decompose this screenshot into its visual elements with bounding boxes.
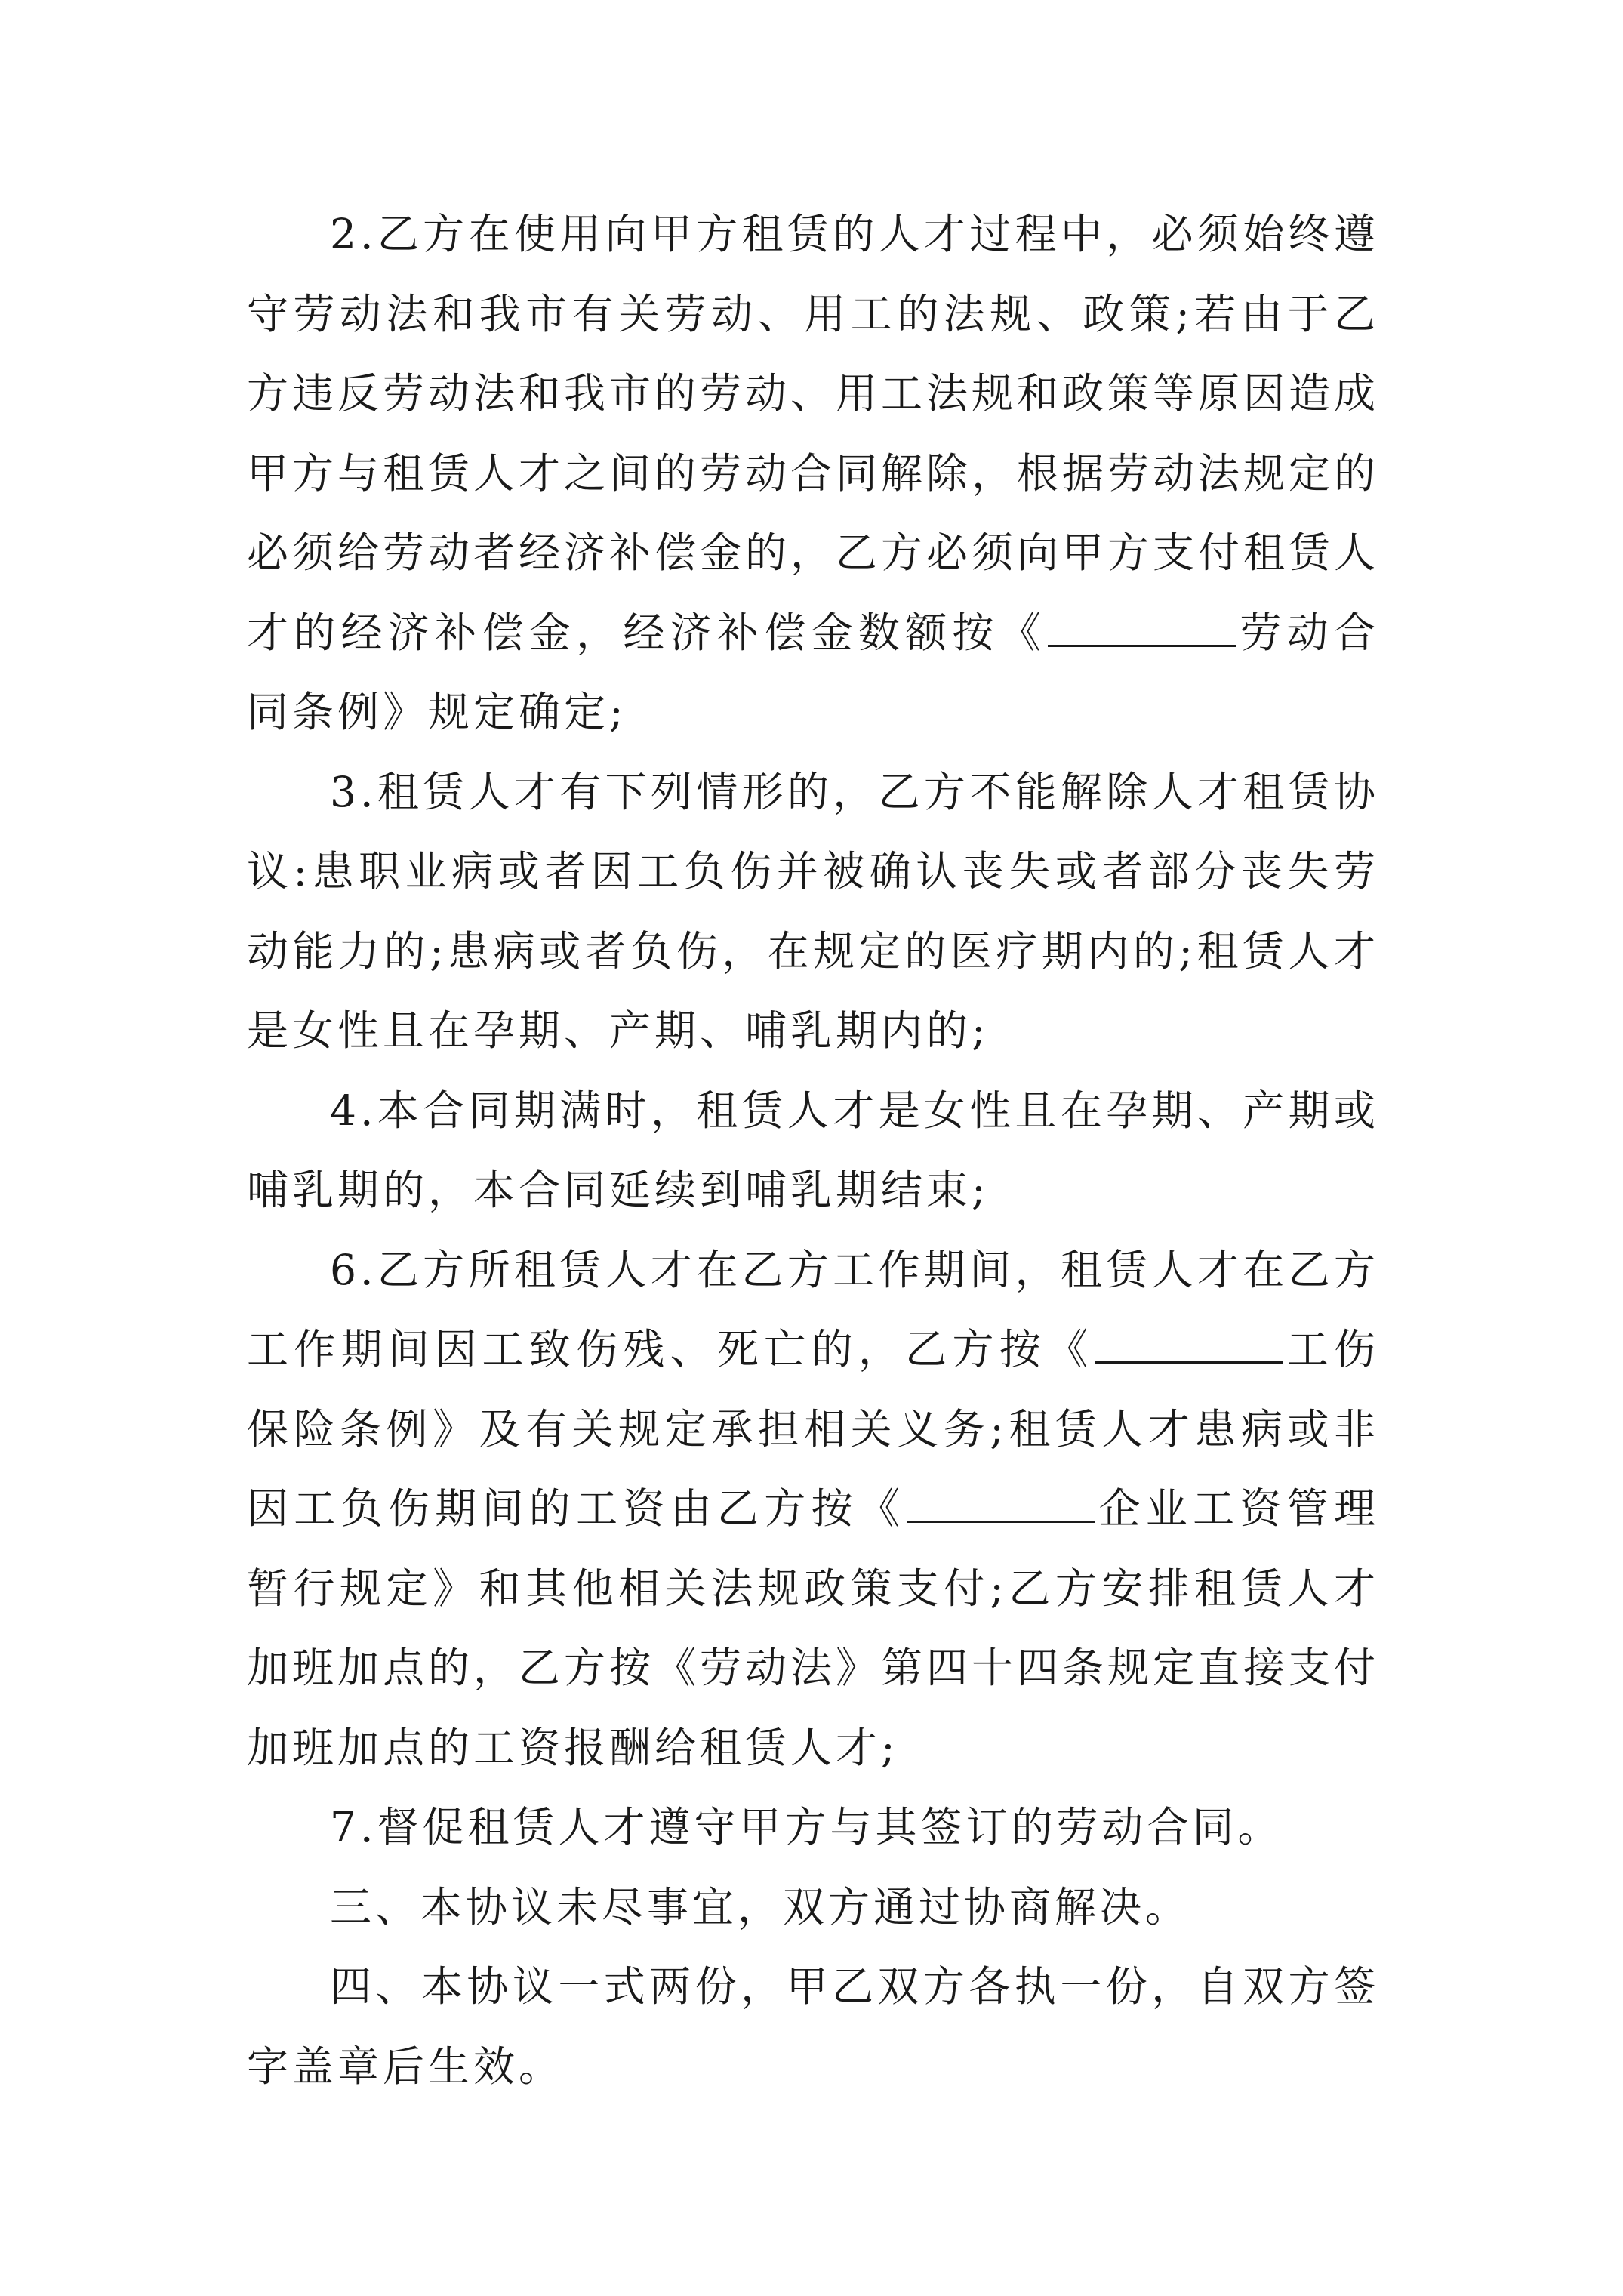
clause-2-text-a: 2.乙方在使用向甲方租赁的人才过程中，必须始终遵守劳动法和我市有关劳动、用工的法规、政策;若由于乙方违反劳动法和我市的劳动、用工法规和政策等原因造成甲方与租赁人才之间的劳动合同解除，根据劳动法规定的必须给劳动者经济补偿金的，乙方必须向甲方支付租赁人才的经济补偿金，经济补偿金数额按《 [247,210,1380,657]
section-4: 四、本协议一式两份，甲乙双方各执一份，自双方签字盖章后生效。 [247,1962,1379,2091]
fill-in-blank-1[interactable] [1048,612,1236,647]
clause-6-text-b: 工伤保险条例》及有关规定承担相关义务;租赁人才患病或非因工负伤期间的工资由乙方按《 [247,1325,1379,1533]
clause-7: 7.督促租赁人才遵守甲方与其签订的劳动合同。 [330,1803,1283,1851]
document-body [247,195,1379,2106]
clause-3: 3.租赁人才有下列情形的，乙方不能解除人才租赁协议:患职业病或者因工负伤并被确认丧失或者部分丧失劳动能力的;患病或者负伤，在规定的医疗期内的;租赁人才是女性且在孕期、产期、哺乳期内的; [247,767,1379,1055]
clause-2-text-b: 劳动合同条例》规定确定; [247,608,1379,736]
fill-in-blank-2[interactable] [1095,1328,1283,1364]
clause-4: 4.本合同期满时，租赁人才是女性且在孕期、产期或哺乳期的，本合同延续到哺乳期结束; [247,1086,1379,1214]
fill-in-blank-3[interactable] [907,1487,1095,1523]
section-3: 三、本协议未尽事宜，双方通过协商解决。 [330,1882,1191,1931]
clause-6-text-c: 企业工资管理暂行规定》和其他相关法规政策支付;乙方安排租赁人才加班加点的，乙方按《劳动法》第四十四条规定直接支付加班加点的工资报酬给租赁人才; [247,1484,1380,1772]
clause-6 [247,1231,1379,1789]
clause-2 [247,195,1379,753]
clause-6-text-a: 6.乙方所租赁人才在乙方工作期间，租赁人才在乙方工作期间因工致伤残、死亡的，乙方按《 [247,1245,1379,1373]
